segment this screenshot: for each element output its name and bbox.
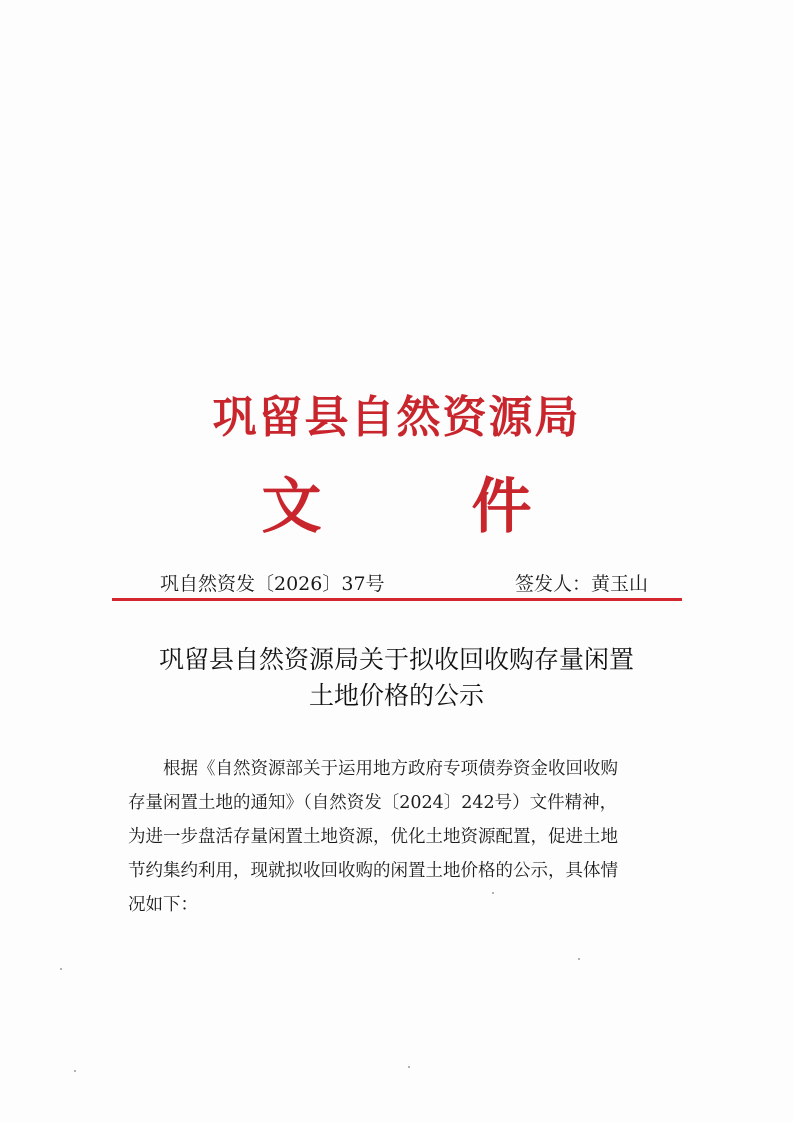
notice-title: [0, 642, 793, 714]
scan-speck: [408, 1066, 410, 1068]
org-title: 巩留县自然资源局: [212, 392, 581, 443]
document-type-heading: 文件: [261, 472, 682, 542]
signer-label: 签发人：黄玉山: [514, 573, 648, 595]
notice-title-line-1: 巩留县自然资源局关于拟收回收购存量闲置: [158, 645, 634, 674]
scan-speck: [60, 968, 62, 970]
body-line-2: 存量闲置土地的通知》（自然资发〔2024〕242号）文件精神，: [128, 793, 618, 813]
body-paragraph: [128, 752, 678, 922]
scan-speck: [578, 958, 580, 960]
body-line-5: 况如下：: [128, 895, 198, 915]
body-line-4: 节约集约利用，现就拟收回收购的闲置土地价格的公示，具体情: [128, 861, 618, 881]
document-number: 巩自然资发〔2026〕37号: [160, 573, 385, 595]
scan-speck: [74, 1070, 76, 1072]
body-line-1: 根据《自然资源部关于运用地方政府专项债券资金收回收购: [163, 759, 618, 779]
scan-speck: [492, 892, 494, 894]
notice-title-line-2: 土地价格的公示: [308, 681, 484, 710]
red-divider-rule: [112, 598, 682, 601]
body-line-3: 为进一步盘活存量闲置土地资源，优化土地资源配置，促进土地: [128, 827, 618, 847]
